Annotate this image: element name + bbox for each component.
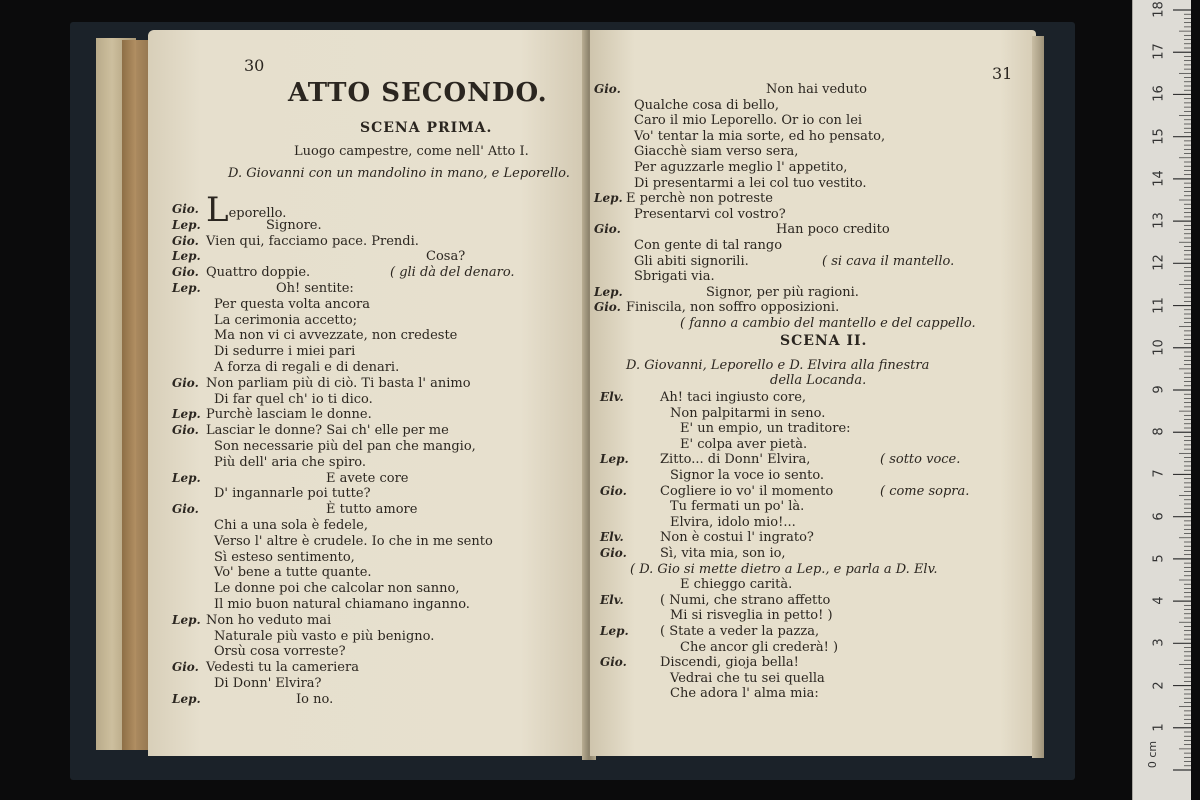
character-list: D. Giovanni, Leporello e D. Elvira alla finestra bbox=[626, 358, 930, 373]
dialogue-line: Il mio buon natural chiamano inganno. bbox=[214, 597, 470, 612]
ruler-number: 4 bbox=[1151, 596, 1167, 605]
dialogue-line: Non parliam più di ciò. Ti basta l' animo bbox=[206, 375, 471, 391]
dialogue-line: Le donne poi che calcolar non sanno, bbox=[214, 581, 460, 597]
dialogue-line: Oh! sentite: bbox=[276, 281, 354, 296]
dialogue-line: Non è costui l' ingrato? bbox=[660, 530, 814, 546]
speaker-label: Gio. bbox=[172, 202, 199, 216]
ruler-number: 13 bbox=[1151, 212, 1167, 229]
dialogue-line: Più dell' aria che spiro. bbox=[214, 454, 367, 470]
speaker-label: Gio. bbox=[600, 546, 627, 560]
ruler-number: 2 bbox=[1151, 680, 1167, 690]
dialogue-line: Per aguzzarle meglio l' appetito, bbox=[634, 160, 848, 175]
dialogue-line: Verso l' altre è crudele. Io che in me sento bbox=[214, 533, 493, 549]
dialogue-line: Qualche cosa di bello, bbox=[634, 97, 779, 113]
character-list: D. Giovanni con un mandolino in mano, e Leporello. bbox=[228, 166, 570, 181]
stage-direction: ( D. Gio si mette dietro a Lep., e parla a D. Elv. bbox=[630, 561, 938, 577]
speaker-label: Lep. bbox=[600, 452, 629, 467]
speaker-label: Gio. bbox=[172, 660, 199, 675]
open-book bbox=[96, 30, 1056, 760]
dialogue-line: Vedesti tu la cameriera bbox=[206, 660, 359, 676]
dialogue-line: Di sedurre i miei pari bbox=[214, 344, 356, 360]
ruler-number: 17 bbox=[1151, 43, 1167, 60]
dialogue-line: Caro il mio Leporello. Or io con lei bbox=[634, 113, 863, 129]
speaker-label: Elv. bbox=[600, 592, 624, 607]
dialogue-line: Non ho veduto mai bbox=[206, 612, 332, 628]
dialogue-line: Son necessarie più del pan che mangio, bbox=[214, 439, 476, 454]
scene-title: SCENA PRIMA. bbox=[360, 120, 493, 136]
dialogue-line: Finiscila, non soffro opposizioni. bbox=[626, 300, 840, 316]
dialogue-line: Ah! taci ingiusto core, bbox=[660, 390, 807, 405]
speaker-label: Elv. bbox=[600, 530, 624, 545]
dialogue-line: Che adora l' alma mia: bbox=[670, 686, 819, 702]
ruler-number: 11 bbox=[1151, 296, 1167, 314]
speaker-label: Gio. bbox=[594, 300, 621, 315]
dialogue-line: Chi a una sola è fedele, bbox=[214, 518, 368, 533]
dialogue-line: Sbrigati via. bbox=[634, 269, 715, 285]
dialogue-line: Io no. bbox=[296, 691, 334, 707]
speaker-label: Gio. bbox=[172, 423, 199, 438]
stage-setting: Luogo campestre, come nell' Atto I. bbox=[294, 144, 529, 159]
ruler-number: 9 bbox=[1151, 385, 1167, 394]
dialogue-line: Vien qui, facciamo pace. Prendi. bbox=[206, 233, 419, 249]
dialogue-line: Non hai veduto bbox=[766, 82, 867, 97]
speaker-label: Gio. bbox=[600, 655, 627, 670]
dialogue-line: Zitto... di Donn' Elvira, bbox=[660, 452, 811, 468]
dialogue-line: A forza di regali e di denari. bbox=[214, 360, 400, 375]
dialogue-line: Lasciar le donne? Sai ch' elle per me bbox=[206, 423, 449, 439]
speaker-label: Gio. bbox=[594, 82, 621, 96]
ruler-number: 7 bbox=[1151, 469, 1167, 479]
page-number: 30 bbox=[244, 56, 265, 75]
speaker-label: Lep. bbox=[172, 281, 201, 295]
dialogue-line: Elvira, idolo mio!... bbox=[670, 514, 796, 530]
dialogue-text: eporello. bbox=[228, 206, 287, 221]
speaker-label: Gio. bbox=[172, 375, 199, 390]
speaker-label: Lep. bbox=[172, 407, 201, 422]
dialogue-line: E' colpa aver pietà. bbox=[680, 436, 808, 452]
dialogue-line: Cogliere io vo' il momento bbox=[660, 483, 834, 499]
ruler-number: 3 bbox=[1151, 638, 1167, 647]
dialogue-line: E chieggo carità. bbox=[680, 577, 793, 593]
stage-direction: ( si cava il mantello. bbox=[822, 253, 955, 269]
stage-direction: ( sotto voce. bbox=[880, 452, 961, 468]
stage-direction: ( come sopra. bbox=[880, 483, 970, 499]
ruler-number: 15 bbox=[1151, 127, 1167, 145]
dialogue-line: Signor la voce io sento. bbox=[670, 468, 825, 483]
ruler-number: 16 bbox=[1151, 85, 1167, 103]
speaker-label: Lep. bbox=[594, 284, 623, 299]
dialogue-line: Purchè lasciam le donne. bbox=[206, 407, 372, 423]
dialogue-line: Quattro doppie. bbox=[206, 265, 311, 281]
dialogue-line: Presentarvi col vostro? bbox=[634, 206, 786, 222]
stage-direction: ( gli dà del denaro. bbox=[390, 265, 515, 281]
ruler-number: 6 bbox=[1151, 512, 1167, 521]
act-title: ATTO SECONDO. bbox=[288, 78, 548, 108]
dialogue-line: Vo' bene a tutte quante. bbox=[214, 565, 372, 581]
dialogue-line: Ma non vi ci avvezzate, non credeste bbox=[214, 328, 458, 344]
dialogue-line: Di presentarmi a lei col tuo vestito. bbox=[634, 175, 867, 191]
dialogue-line: Non palpitarmi in seno. bbox=[670, 405, 826, 421]
dialogue-line: Sì, vita mia, son io, bbox=[660, 546, 786, 561]
dialogue-line: Naturale più vasto e più benigno. bbox=[214, 628, 435, 644]
dialogue-line: Di far quel ch' io ti dico. bbox=[214, 391, 373, 407]
book-edge-right bbox=[1032, 36, 1044, 758]
dialogue-line: Signore. bbox=[266, 217, 322, 233]
dialogue-line: La cerimonia accetto; bbox=[214, 312, 358, 328]
speaker-label: Lep. bbox=[172, 249, 201, 264]
speaker-label: Lep. bbox=[172, 612, 201, 627]
dialogue-line: Vo' tentar la mia sorte, ed ho pensato, bbox=[634, 128, 886, 144]
ruler-number: 5 bbox=[1151, 554, 1167, 563]
dialogue-line: Giacchè siam verso sera, bbox=[634, 144, 799, 160]
character-list-cont: della Locanda. bbox=[770, 373, 867, 388]
ruler-unit-label: 0 cm bbox=[1146, 740, 1160, 769]
speaker-label: Lep. bbox=[594, 191, 623, 206]
dialogue-line: D' ingannarle poi tutte? bbox=[214, 486, 371, 502]
dialogue-line: Con gente di tal rango bbox=[634, 238, 783, 253]
speaker-label: Gio. bbox=[600, 483, 627, 498]
dialogue-line: ( Numi, che strano affetto bbox=[660, 592, 831, 608]
ruler-number: 10 bbox=[1151, 339, 1167, 356]
dialogue-line: Discendi, gioja bella! bbox=[660, 655, 799, 671]
scene-title: SCENA II. bbox=[780, 333, 868, 349]
dialogue-line: È tutto amore bbox=[326, 502, 418, 518]
ruler-number: 18 bbox=[1151, 1, 1167, 18]
dialogue-line: Cosa? bbox=[426, 249, 466, 265]
speaker-label: Lep. bbox=[600, 624, 629, 638]
drop-capital: L bbox=[206, 190, 229, 230]
dialogue-line: Han poco credito bbox=[776, 222, 890, 238]
dialogue-line: Per questa volta ancora bbox=[214, 296, 370, 312]
dialogue-line: E' un empio, un traditore: bbox=[680, 421, 851, 437]
dialogue-line: Vedrai che tu sei quella bbox=[670, 670, 825, 686]
dialogue-line: Che ancor gli crederà! ) bbox=[680, 639, 839, 655]
ruler-number: 14 bbox=[1151, 170, 1167, 187]
dialogue-line: Gli abiti signorili. bbox=[634, 253, 749, 269]
speaker-label: Gio. bbox=[172, 233, 199, 248]
book-spine-stain bbox=[122, 40, 150, 750]
speaker-label: Lep. bbox=[172, 691, 201, 706]
speaker-label: Lep. bbox=[172, 470, 201, 485]
stage-direction: ( fanno a cambio del mantello e del cappello. bbox=[680, 316, 976, 331]
dialogue-line: E avete core bbox=[326, 470, 409, 486]
dialogue-line: Mi si risveglia in petto! ) bbox=[670, 608, 833, 624]
speaker-label: Gio. bbox=[172, 502, 199, 517]
ruler-number: 1 bbox=[1151, 723, 1167, 732]
speaker-label: Gio. bbox=[594, 222, 621, 237]
ruler-number: 8 bbox=[1151, 427, 1167, 436]
dialogue-line: Signor, per più ragioni. bbox=[706, 284, 859, 300]
dialogue-line: Tu fermati un po' là. bbox=[670, 499, 805, 515]
dialogue-line: Orsù cosa vorreste? bbox=[214, 644, 346, 660]
right-page bbox=[590, 30, 1036, 756]
measuring-ruler bbox=[1132, 0, 1191, 800]
dialogue-line: Di Donn' Elvira? bbox=[214, 676, 322, 691]
speaker-label: Elv. bbox=[600, 390, 624, 404]
dialogue-line: ( State a veder la pazza, bbox=[660, 624, 820, 639]
dialogue-line: E perchè non potreste bbox=[626, 191, 773, 207]
left-page bbox=[148, 30, 586, 756]
dialogue-line: Sì esteso sentimento, bbox=[214, 549, 355, 565]
ruler-number: 12 bbox=[1151, 254, 1167, 272]
speaker-label: Lep. bbox=[172, 217, 201, 232]
page-number: 31 bbox=[992, 64, 1013, 83]
speaker-label: Gio. bbox=[172, 265, 199, 280]
